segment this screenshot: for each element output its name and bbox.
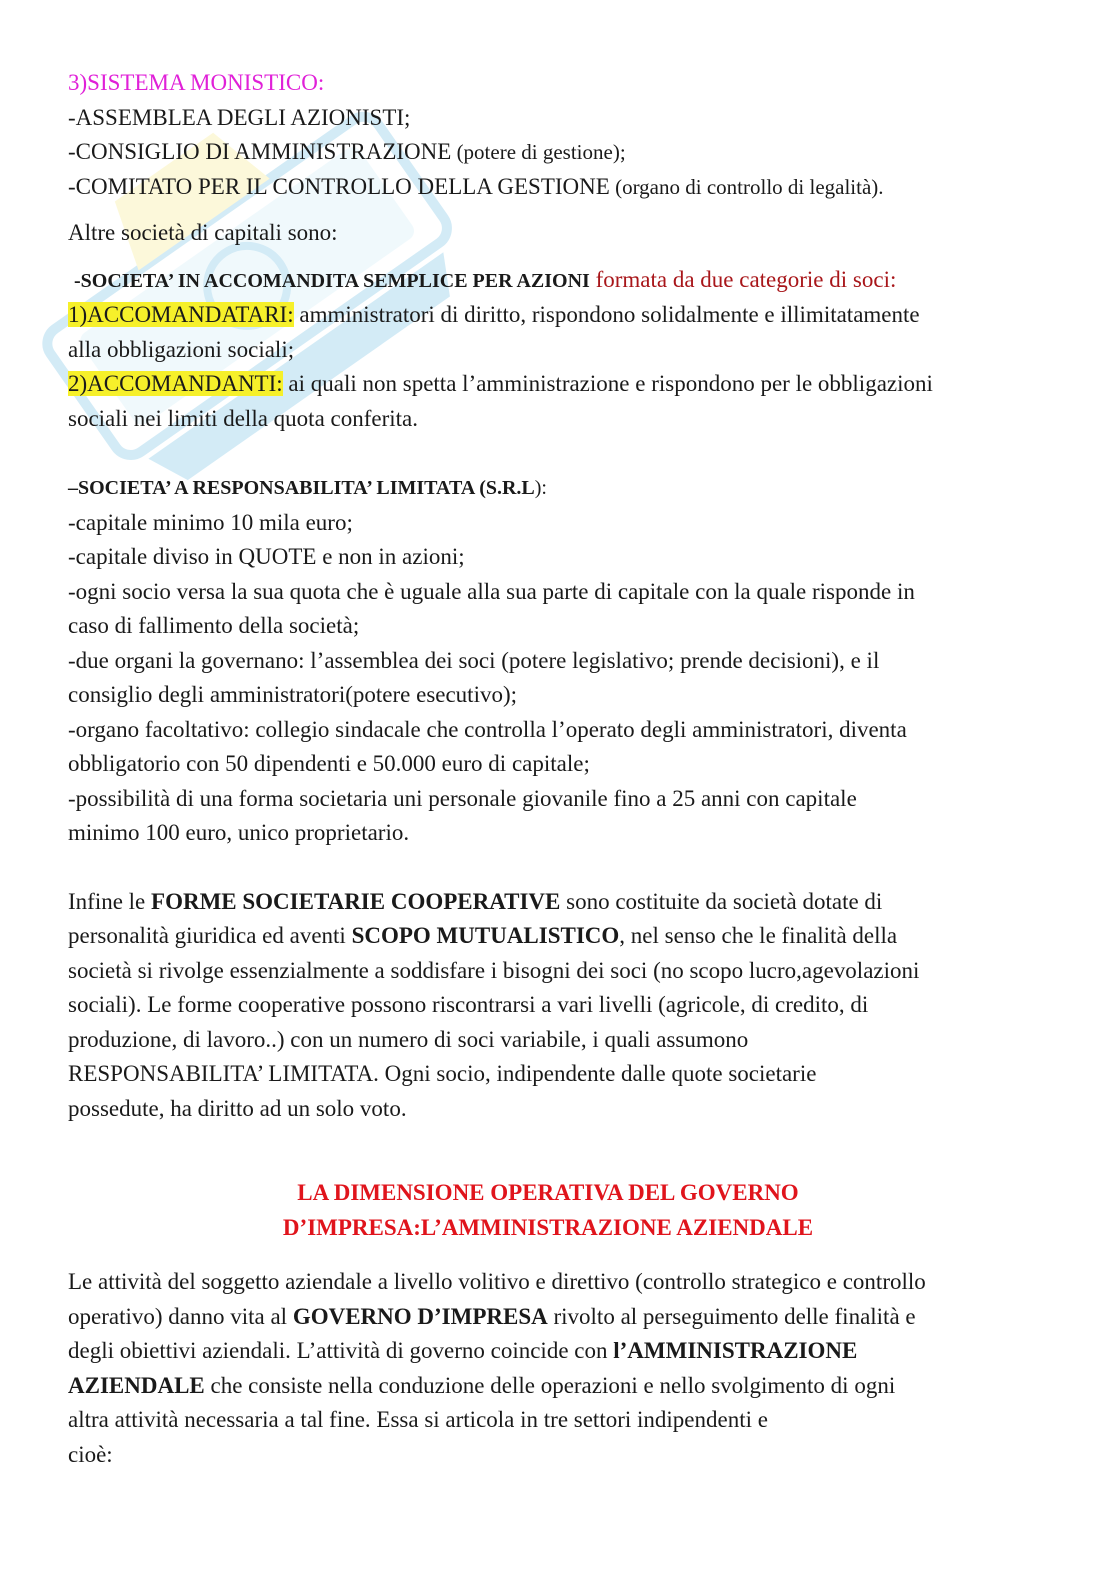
list-item: -organo facoltativo: collegio sindacale che controlla l’operato degli amministratori, diventa	[68, 716, 907, 742]
paragraph-line: cioè:	[68, 1441, 113, 1467]
list-item: obbligatorio con 50 dipendenti e 50.000 euro di capitale;	[68, 751, 590, 776]
list-item: -capitale minimo 10 mila euro;	[68, 509, 353, 535]
paragraph-line: altra attività necessaria a tal fine. Essa si articola in tre settori indipendenti e	[68, 1407, 768, 1432]
section-title: D’IMPRESA:L’AMMINISTRAZIONE AZIENDALE	[282, 1214, 814, 1240]
list-item: consiglio degli amministratori(potere esecutivo);	[68, 682, 518, 707]
paragraph-line: sociali nei limiti della quota conferita.	[68, 405, 418, 431]
sapa-point-2: 2)ACCOMANDANTI: ai quali non spetta l’amministrazione e rispondono per le obbligazioni	[68, 371, 933, 396]
highlight: 1)ACCOMANDATARI:	[68, 302, 294, 327]
list-item: -COMITATO PER IL CONTROLLO DELLA GESTIONE (organo di controllo di legalità).	[68, 173, 884, 199]
paragraph-line: operativo) danno vita al GOVERNO D’IMPRESA rivolto al perseguimento delle finalità e	[68, 1303, 916, 1329]
list-item: -CONSIGLIO DI AMMINISTRAZIONE (potere di gestione);	[68, 139, 626, 164]
paragraph-line: Infine le FORME SOCIETARIE COOPERATIVE sono costituite da società dotate di	[68, 888, 883, 914]
section-heading-monistico: 3)SISTEMA MONISTICO:	[68, 70, 325, 95]
document-page	[68, 66, 1048, 1472]
paragraph-line: degli obiettivi aziendali. L’attività di governo coincide con l’AMMINISTRAZIONE	[68, 1338, 858, 1363]
paragraph-line: personalità giuridica ed aventi SCOPO MUTUALISTICO, nel senso che le finalità della	[68, 923, 898, 948]
sapa-heading: -SOCIETA’ IN ACCOMANDITA SEMPLICE PER AZIONI formata da due categorie di soci:	[74, 266, 897, 292]
srl-list	[68, 506, 1048, 851]
paragraph-line: alla obbligazioni sociali;	[68, 336, 295, 362]
paragraph-line: produzione, di lavoro..) con un numero di soci variabile, i quali assumono	[68, 1026, 749, 1052]
paragraph-line: RESPONSABILITA’ LIMITATA. Ogni socio, indipendente dalle quote societarie	[68, 1061, 817, 1086]
list-item: -ogni socio versa la sua quota che è uguale alla sua parte di capitale con la quale risponde in	[68, 578, 915, 604]
highlight: 2)ACCOMANDANTI:	[68, 371, 283, 396]
list-item: caso di fallimento della società;	[68, 613, 360, 638]
list-item: -possibilità di una forma societaria uni personale giovanile fino a 25 anni con capitale	[68, 785, 857, 811]
paragraph-line: sociali). Le forme cooperative possono riscontrarsi a vari livelli (agricole, di credito, di	[68, 992, 869, 1017]
list-item: -due organi la governano: l’assemblea dei soci (potere legislativo; prende decisioni), e il	[68, 647, 880, 673]
sapa-point-1: 1)ACCOMANDATARI: amministratori di diritto, rispondono solidalmente e illimitatamente	[68, 302, 920, 327]
paragraph-line: possedute, ha diritto ad un solo voto.	[68, 1095, 407, 1121]
paragraph-line: Le attività del soggetto aziendale a livello volitivo e direttivo (controllo strategico e controllo	[68, 1269, 926, 1294]
list-item: minimo 100 euro, unico proprietario.	[68, 820, 410, 845]
srl-heading: –SOCIETA’ A RESPONSABILITA’ LIMITATA (S.R.L):	[68, 477, 547, 499]
list-item: -capitale diviso in QUOTE e non in azioni;	[68, 544, 465, 569]
paragraph-line: AZIENDALE che consiste nella conduzione delle operazioni e nello svolgimento di ogni	[68, 1372, 896, 1398]
intro-text: Altre società di capitali sono:	[68, 220, 338, 245]
paragraph-line: società si rivolge essenzialmente a soddisfare i bisogni dei soci (no scopo lucro,agevolazioni	[68, 957, 920, 983]
section-title: LA DIMENSIONE OPERATIVA DEL GOVERNO	[297, 1180, 799, 1205]
list-item: -ASSEMBLEA DEGLI AZIONISTI;	[68, 104, 411, 130]
